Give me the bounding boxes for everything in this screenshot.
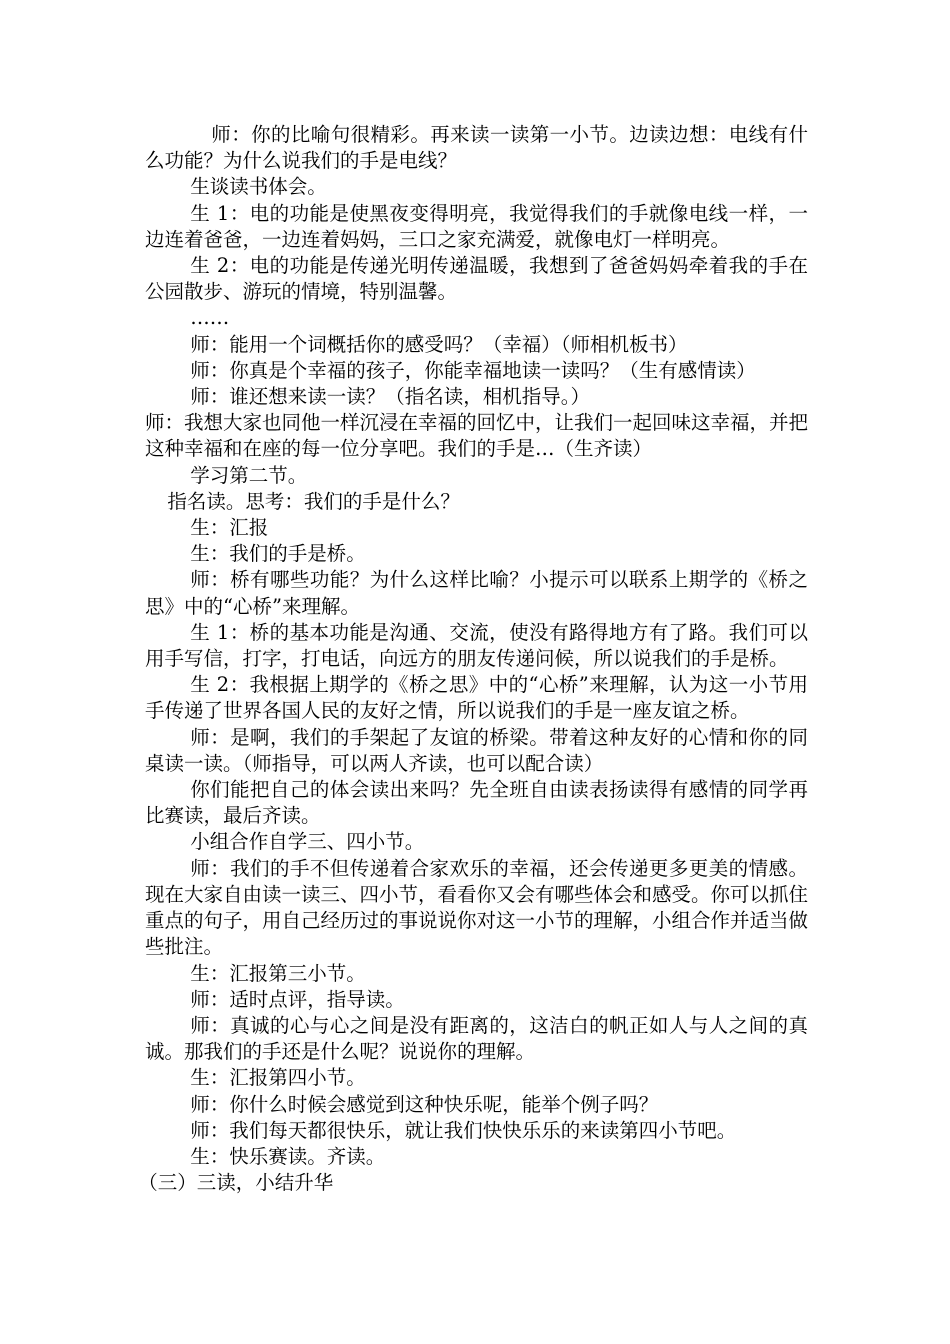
paragraph: 师：适时点评，指导读。: [190, 987, 405, 1011]
paragraph: 师：你真是个幸福的孩子，你能幸福地读一读吗？（生有感情读）: [190, 358, 756, 382]
paragraph: 生 2：我根据上期学的《桥之思》中的“心桥”来理解，认为这一小节用手传递了世界各国人民的友好之情，所以说我们的手是一座友谊之桥。: [145, 673, 808, 723]
paragraph: 生谈读书体会。: [190, 175, 327, 199]
paragraph: 师：你什么时候会感觉到这种快乐呢，能举个例子吗？: [190, 1092, 659, 1116]
section-heading: （三）三读，小结升华: [138, 1171, 334, 1195]
paragraph: 指名读。思考：我们的手是什么？: [167, 489, 460, 513]
paragraph: 生：汇报第三小节。: [190, 961, 366, 985]
paragraph: 师：我们的手不但传递着合家欢乐的幸福，还会传递更多更美的情感。现在大家自由读一读三、四小节，看看你又会有哪些体会和感受。你可以抓住重点的句子，用自己经历过的事说说你对这一小节的理解，小组合作并适当做些批注。: [145, 856, 809, 959]
paragraph: 师：是啊，我们的手架起了友谊的桥梁。带着这种友好的心情和你的同桌读一读。（师指导，可以两人齐读，也可以配合读）: [145, 725, 808, 775]
paragraph: 小组合作自学三、四小节。: [190, 830, 425, 854]
paragraph: 生：汇报第四小节。: [190, 1066, 366, 1090]
paragraph: 师：我想大家也同他一样沉浸在幸福的回忆中，让我们一起回味这幸福，并把这种幸福和在座的每一位分享吧。我们的手是…（生齐读）: [145, 411, 809, 461]
paragraph: 生：快乐赛读。齐读。: [190, 1144, 386, 1168]
paragraph: 生 2：电的功能是传递光明传递温暖，我想到了爸爸妈妈牵着我的手在公园散步、游玩的情境，特别温馨。: [145, 254, 808, 304]
paragraph: 生：我们的手是桥。: [190, 542, 366, 566]
paragraph: 师：谁还想来读一读？（指名读，相机指导。）: [190, 385, 590, 409]
paragraph: 师：能用一个词概括你的感受吗？（幸福）（师相机板书）: [190, 332, 688, 356]
paragraph: 师：我们每天都很快乐，就让我们快快乐乐的来读第四小节吧。: [190, 1118, 737, 1142]
paragraph: ……: [190, 306, 230, 330]
paragraph: 师：真诚的心与心之间是没有距离的，这洁白的帆正如人与人之间的真诚。那我们的手还是什么呢？说说你的理解。: [145, 1013, 808, 1064]
paragraph: 生：汇报: [190, 516, 269, 540]
paragraph: 师：你的比喻句很精彩。再来读一读第一小节。边读边想：电线有什么功能？为什么说我们的手是电线？: [145, 123, 808, 173]
paragraph: 生 1：电的功能是使黑夜变得明亮，我觉得我们的手就像电线一样，一边连着爸爸，一边连着妈妈，三口之家充满爱，就像电灯一样明亮。: [145, 201, 808, 251]
paragraph: 学习第二节。: [190, 463, 308, 487]
paragraph: 生 1：桥的基本功能是沟通、交流，使没有路得地方有了路。我们可以用手写信，打字，打电话，向远方的朋友传递问候，所以说我们的手是桥。: [145, 620, 808, 671]
paragraph: 师：桥有哪些功能？为什么这样比喻？小提示可以联系上期学的《桥之思》中的“心桥”来理解。: [145, 568, 808, 618]
paragraph: 你们能把自己的体会读出来吗？先全班自由读表扬读得有感情的同学再比赛读，最后齐读。: [145, 778, 808, 828]
lesson-text: [138, 122, 809, 1196]
